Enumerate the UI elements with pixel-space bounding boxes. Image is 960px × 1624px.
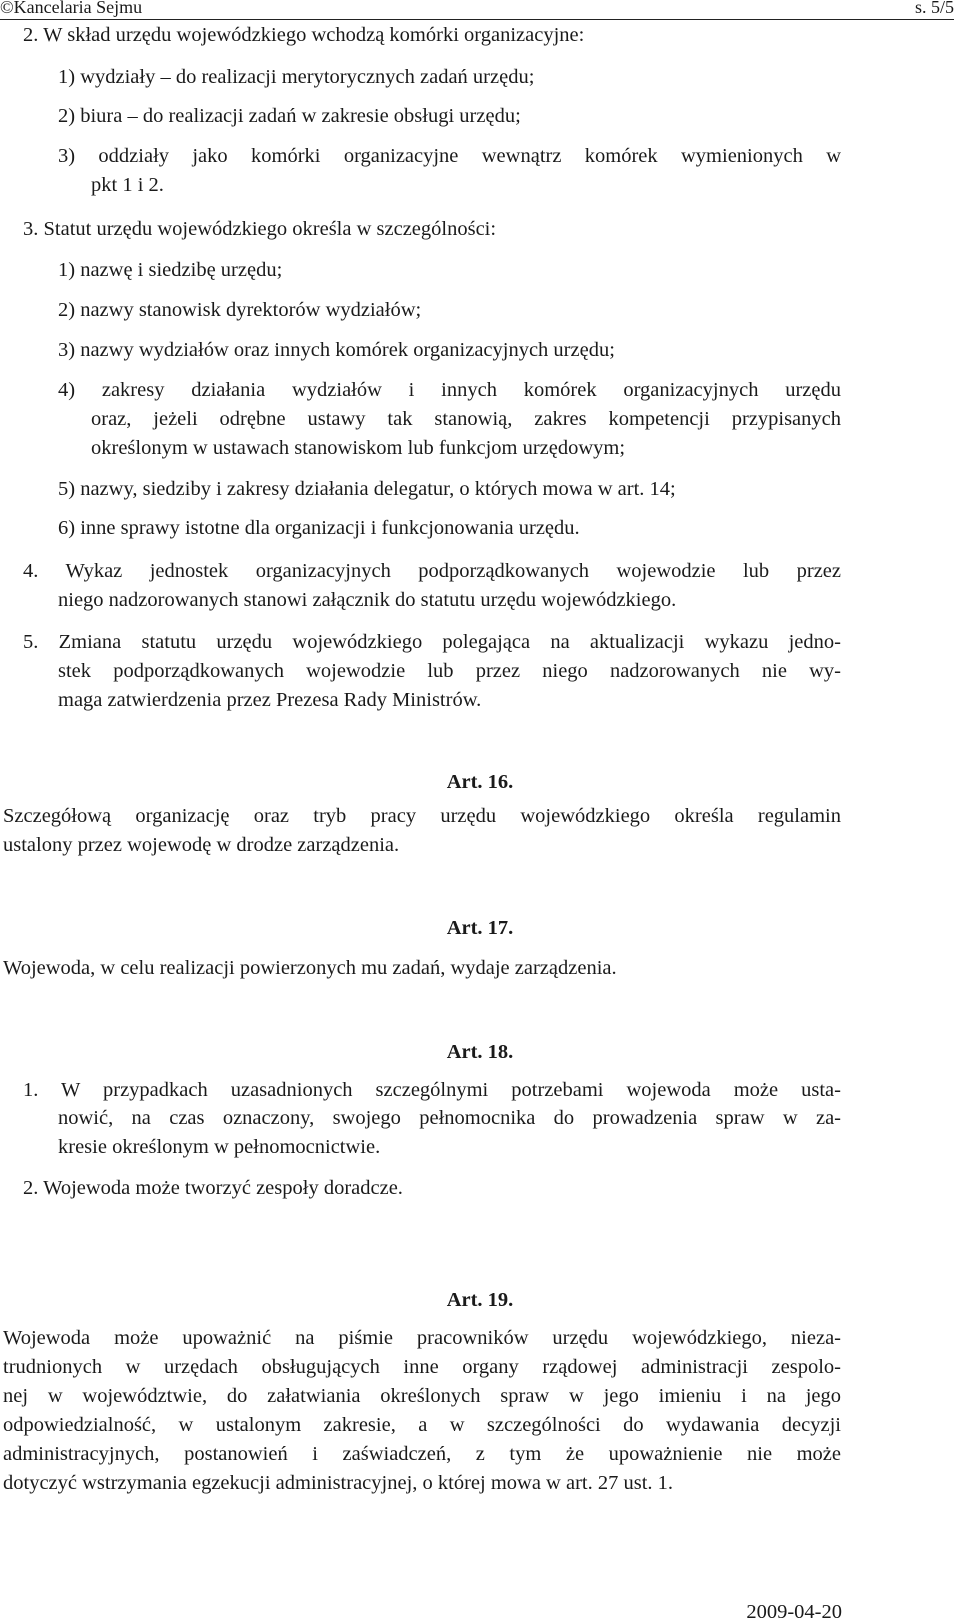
art-19-line4: odpowiedzialność, w ustalonym zakresie, a w szczególności do wydawania decyzji — [3, 1414, 841, 1436]
sec5-line3: maga zatwierdzenia przez Prezesa Rady Ministrów. — [58, 689, 482, 711]
sec3-item-6: 6) inne sprawy istotne dla organizacji i funkcjonowania urzędu. — [58, 517, 580, 539]
art-16-title: Art. 16. — [446, 771, 514, 793]
art-19-title: Art. 19. — [446, 1289, 514, 1311]
sec2-item-1: 1) wydziały – do realizacji merytorycznych zadań urzędu; — [58, 66, 535, 88]
sec3-item-3: 3) nazwy wydziałów oraz innych komórek organizacyjnych urzędu; — [58, 339, 615, 361]
sec3-intro: 3. Statut urzędu wojewódzkiego określa w szczególności: — [23, 218, 497, 240]
art-17-line1: Wojewoda, w celu realizacji powierzonych mu zadań, wydaje zarządzenia. — [3, 957, 617, 979]
sec3-item-4-line3: określonym w ustawach stanowiskom lub funkcjom urzędowym; — [91, 437, 626, 459]
art-17-title: Art. 17. — [446, 917, 514, 939]
sec3-item-2: 2) nazwy stanowisk dyrektorów wydziałów; — [58, 299, 422, 321]
art-18-title: Art. 18. — [446, 1041, 514, 1063]
sec2-intro: 2. W skład urzędu wojewódzkiego wchodzą komórki organizacyjne: — [23, 24, 585, 46]
header-source: ©Kancelaria Sejmu — [0, 0, 143, 17]
sec2-item-3-line1: 3) oddziały jako komórki organizacyjne wewnątrz komórek wymienionych w — [58, 145, 841, 167]
sec5-line2: stek podporządkowanych wojewodzie lub przez niego nadzorowanych nie wy- — [58, 660, 841, 682]
sec3-item-1: 1) nazwę i siedzibę urzędu; — [58, 259, 283, 281]
art-16-line1: Szczegółową organizację oraz tryb pracy urzędu wojewódzkiego określa regulamin — [3, 805, 841, 827]
art-18-p1-line3: kresie określonym w pełnomocnictwie. — [58, 1136, 381, 1158]
art-18-p2: 2. Wojewoda może tworzyć zespoły doradcze. — [23, 1177, 403, 1199]
sec2-item-3-line2: pkt 1 i 2. — [91, 174, 164, 196]
art-19-line5: administracyjnych, postanowień i zaświadczeń, z tym że upoważnienie nie może — [3, 1443, 841, 1465]
art-18-p1-line2: nowić, na czas oznaczony, swojego pełnomocnika do prowadzenia spraw w za- — [58, 1107, 841, 1129]
sec4-line1: 4. Wykaz jednostek organizacyjnych podporządkowanych wojewodzie lub przez — [23, 560, 841, 582]
art-16-line2: ustalony przez wojewodę w drodze zarządzenia. — [3, 834, 400, 856]
page-header — [0, 0, 954, 20]
art-18-p1-line1: 1. W przypadkach uzasadnionych szczególnymi potrzebami wojewoda może usta- — [23, 1079, 841, 1101]
art-19-line2: trudnionych w urzędach obsługujących inne organy rządowej administracji zespolo- — [3, 1356, 841, 1378]
page-number: s. 5/5 — [914, 0, 954, 17]
sec5-line1: 5. Zmiana statutu urzędu wojewódzkiego polegająca na aktualizacji wykazu jedno- — [23, 631, 841, 653]
sec3-item-4-line2: oraz, jeżeli odrębne ustawy tak stanowią, zakres kompetencji przypisanych — [91, 408, 841, 430]
art-19-line6: dotyczyć wstrzymania egzekucji administracyjnej, o której mowa w art. 27 ust. 1. — [3, 1472, 674, 1494]
sec2-item-2: 2) biura – do realizacji zadań w zakresie obsługi urzędu; — [58, 105, 521, 127]
art-19-line3: nej w województwie, do załatwiania określonych spraw w jego imieniu i na jego — [3, 1385, 841, 1407]
footer-date: 2009-04-20 — [746, 1601, 842, 1623]
sec3-item-4-line1: 4) zakresy działania wydziałów i innych komórek organizacyjnych urzędu — [58, 379, 841, 401]
sec4-line2: niego nadzorowanych stanowi załącznik do statutu urzędu wojewódzkiego. — [58, 589, 677, 611]
sec3-item-5: 5) nazwy, siedziby i zakresy działania delegatur, o których mowa w art. 14; — [58, 478, 676, 500]
art-19-line1: Wojewoda może upoważnić na piśmie pracowników urzędu wojewódzkiego, nieza- — [3, 1327, 841, 1349]
